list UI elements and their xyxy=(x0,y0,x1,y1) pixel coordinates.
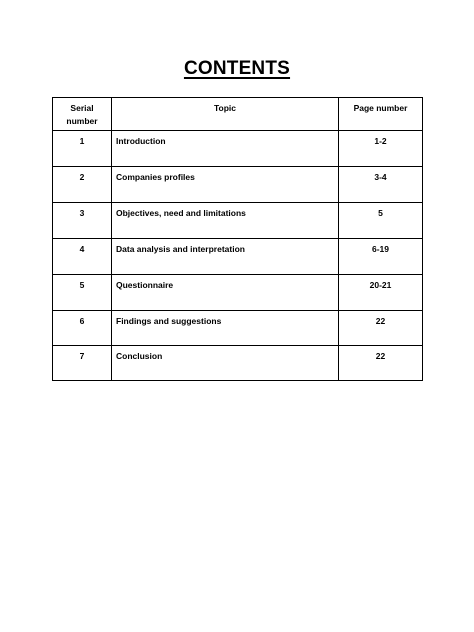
contents-table-body xyxy=(53,131,423,381)
topic-cell: Conclusion xyxy=(112,346,339,381)
contents-table-header xyxy=(53,98,423,131)
page-cell: 6-19 xyxy=(339,239,423,275)
page-cell: 1-2 xyxy=(339,131,423,167)
serial-cell: 6 xyxy=(53,311,112,346)
header-serial-line2: number xyxy=(66,116,98,126)
page-title: CONTENTS xyxy=(183,58,291,79)
table-row xyxy=(53,203,423,239)
table-row xyxy=(53,239,423,275)
serial-cell: 3 xyxy=(53,203,112,239)
page-cell: 3-4 xyxy=(339,167,423,203)
topic-cell: Objectives, need and limitations xyxy=(112,203,339,239)
topic-cell: Data analysis and interpretation xyxy=(112,239,339,275)
header-topic: Topic xyxy=(112,98,339,131)
page-cell: 20-21 xyxy=(339,275,423,311)
topic-cell: Introduction xyxy=(112,131,339,167)
contents-table xyxy=(52,97,423,381)
serial-cell: 1 xyxy=(53,131,112,167)
topic-cell: Questionnaire xyxy=(112,275,339,311)
serial-cell: 5 xyxy=(53,275,112,311)
header-serial-line1: Serial xyxy=(70,103,94,113)
header-serial-number xyxy=(53,98,112,131)
topic-cell: Findings and suggestions xyxy=(112,311,339,346)
topic-cell: Companies profiles xyxy=(112,167,339,203)
serial-cell: 7 xyxy=(53,346,112,381)
page-cell: 5 xyxy=(339,203,423,239)
table-row xyxy=(53,167,423,203)
table-row xyxy=(53,275,423,311)
page-cell: 22 xyxy=(339,311,423,346)
header-page-number: Page number xyxy=(339,98,423,131)
page-cell: 22 xyxy=(339,346,423,381)
serial-cell: 2 xyxy=(53,167,112,203)
header-row xyxy=(53,98,423,131)
table-row xyxy=(53,311,423,346)
serial-cell: 4 xyxy=(53,239,112,275)
table-row xyxy=(53,346,423,381)
table-row xyxy=(53,131,423,167)
